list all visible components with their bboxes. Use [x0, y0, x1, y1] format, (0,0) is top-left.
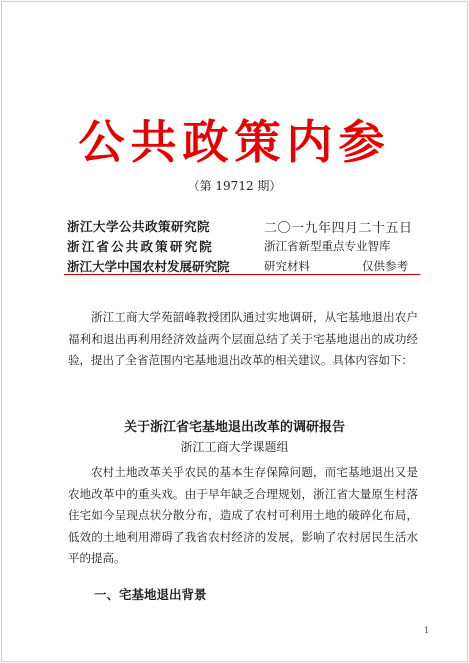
section-heading: 一、宅基地退出背景 — [94, 587, 207, 602]
intro-paragraph: 浙江工商大学苑韶峰教授团队通过实地调研，从宅基地退出农户福利和退出再利用经济效益两个层面总结了关于宅基地退出的成功经验，提出了全省范围内宅基地退出改革的相关建议。具体内容如下： — [68, 310, 418, 367]
org-zhejiang-public-policy: 浙江省公共政策研究院 — [67, 239, 215, 254]
report-author: 浙江工商大学课题组 — [180, 440, 289, 454]
header-divider — [64, 274, 420, 275]
org-zju-public-policy: 浙江大学公共政策研究院 — [67, 219, 211, 234]
document-page — [1, 1, 468, 662]
masthead-title: 公共政策内参 — [78, 115, 391, 169]
publish-date: 二〇一九年四月二十五日 — [264, 221, 413, 236]
page-number: 1 — [424, 626, 430, 635]
reference-label: 仅供参考 — [362, 259, 408, 273]
material-label: 研究材料 — [264, 259, 310, 273]
org-zju-rural-development: 浙江大学中国农村发展研究院 — [67, 259, 230, 274]
report-title: 关于浙江省宅基地退出改革的调研报告 — [123, 420, 345, 435]
issue-number: （第 19712 期） — [187, 179, 282, 193]
think-tank-label: 浙江省新型重点专业智库 — [264, 239, 391, 253]
body-paragraph: 农村土地改革关乎农民的基本生存保障问题，而宅基地退出又是农地改革中的重头戏。由于早年缺乏合理规划，浙江省大量原生村落住宅如今呈现点状分散分布，造成了农村可利用土地的破碎化布局，低效的土地利用滞碍了我省农村经济的发展，影响了农村居民生活水平的提高。 — [68, 465, 418, 565]
